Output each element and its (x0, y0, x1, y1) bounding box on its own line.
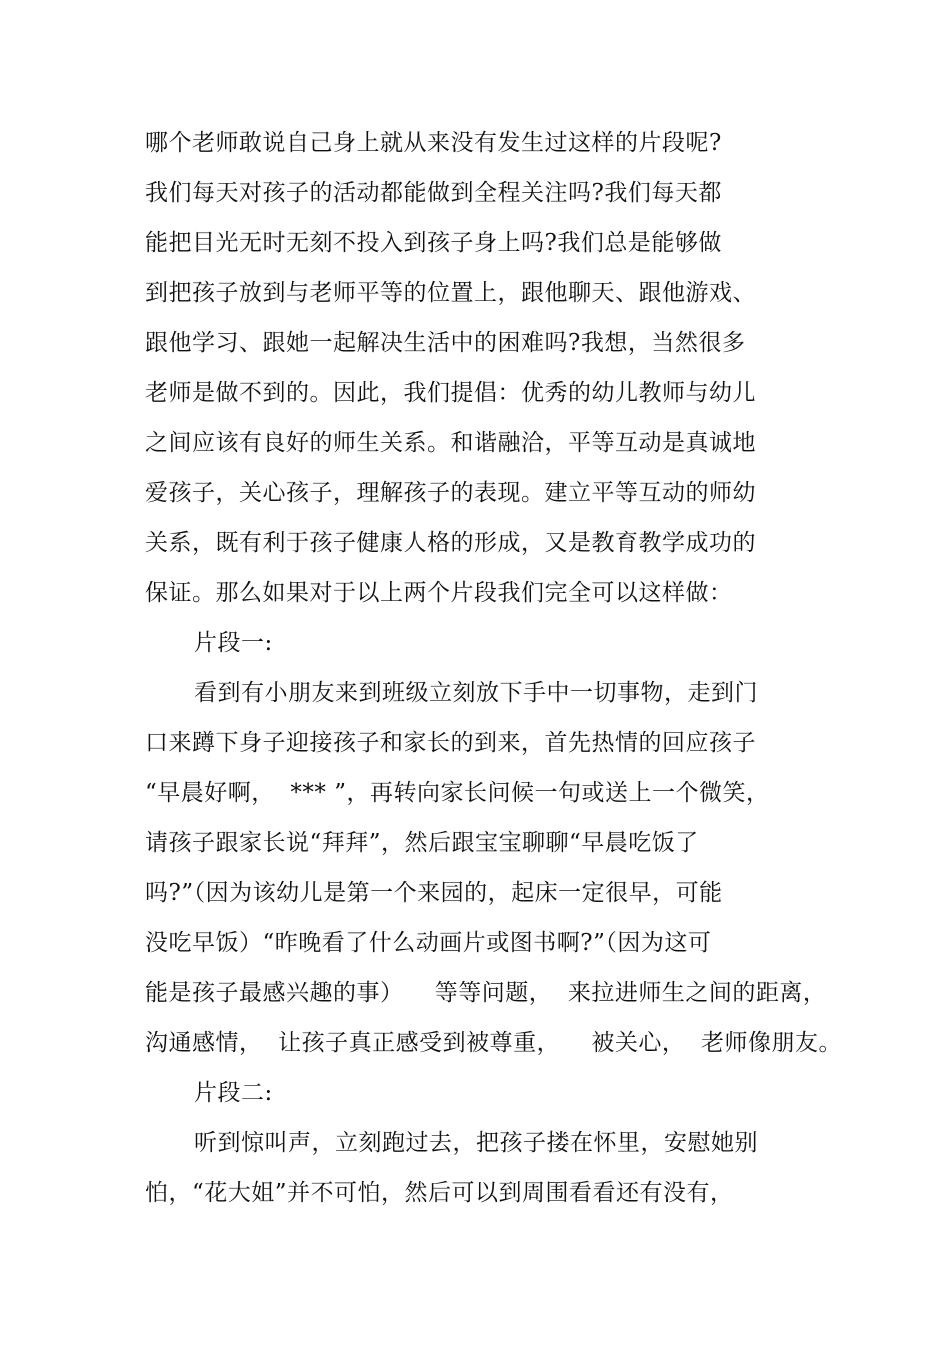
section-heading: 片段二: (194, 1080, 273, 1106)
paragraph-line: 没吃早饭）“昨晚看了什么动画片或图书啊?”（因为这可 (145, 930, 712, 956)
paragraph-line: 能把目光无时无刻不投入到孩子身上吗?我们总是能够做 (145, 230, 722, 256)
paragraph-line: 怕，“花大姐”并不可怕，然后可以到周围看看还有没有， (145, 1180, 734, 1206)
paragraph-line: 吗?”（因为该幼儿是第一个来园的，起床一定很早，可能 (145, 880, 723, 906)
paragraph-line: 关系，既有利于孩子健康人格的形成，又是教育教学成功的 (145, 530, 756, 556)
paragraph-line: 到把孩子放到与老师平等的位置上，跟他聊天、跟他游戏、 (145, 280, 756, 306)
paragraph-line: 能是孩子最感兴趣的事） 等等问题， 来拉进师生之间的距离， (145, 980, 827, 1006)
paragraph-line: 口来蹲下身子迎接孩子和家长的到来，首先热情的回应孩子 (145, 730, 756, 756)
paragraph-line: 看到有小朋友来到班级立刻放下手中一切事物，走到门 (194, 680, 758, 706)
paragraph-line: 爱孩子，关心孩子，理解孩子的表现。建立平等互动的师幼 (145, 480, 756, 506)
paragraph-line: 跟他学习、跟她一起解决生活中的困难吗?我想，当然很多 (145, 330, 746, 356)
paragraph-line: 沟通感情， 让孩子真正感受到被尊重， 被关心， 老师像朋友。 (145, 1030, 842, 1056)
paragraph-line: “早晨好啊， *** ”，再转向家长问候一句或送上一个微笑， (145, 780, 770, 806)
paragraph-line: 哪个老师敢说自己身上就从来没有发生过这样的片段呢? (145, 130, 722, 156)
paragraph-line: 听到惊叫声，立刻跑过去，把孩子搂在怀里，安慰她别 (194, 1130, 758, 1156)
section-heading: 片段一: (194, 630, 273, 656)
paragraph-line: 之间应该有良好的师生关系。和谐融洽，平等互动是真诚地 (145, 430, 756, 456)
paragraph-line: 我们每天对孩子的活动都能做到全程关注吗?我们每天都 (145, 180, 722, 206)
paragraph-line: 保证。那么如果对于以上两个片段我们完全可以这样做： (145, 580, 733, 606)
paragraph-line: 请孩子跟家长说“拜拜”，然后跟宝宝聊聊“早晨吃饭了 (145, 830, 699, 856)
paragraph-line: 老师是做不到的。因此，我们提倡：优秀的幼儿教师与幼儿 (145, 380, 756, 406)
